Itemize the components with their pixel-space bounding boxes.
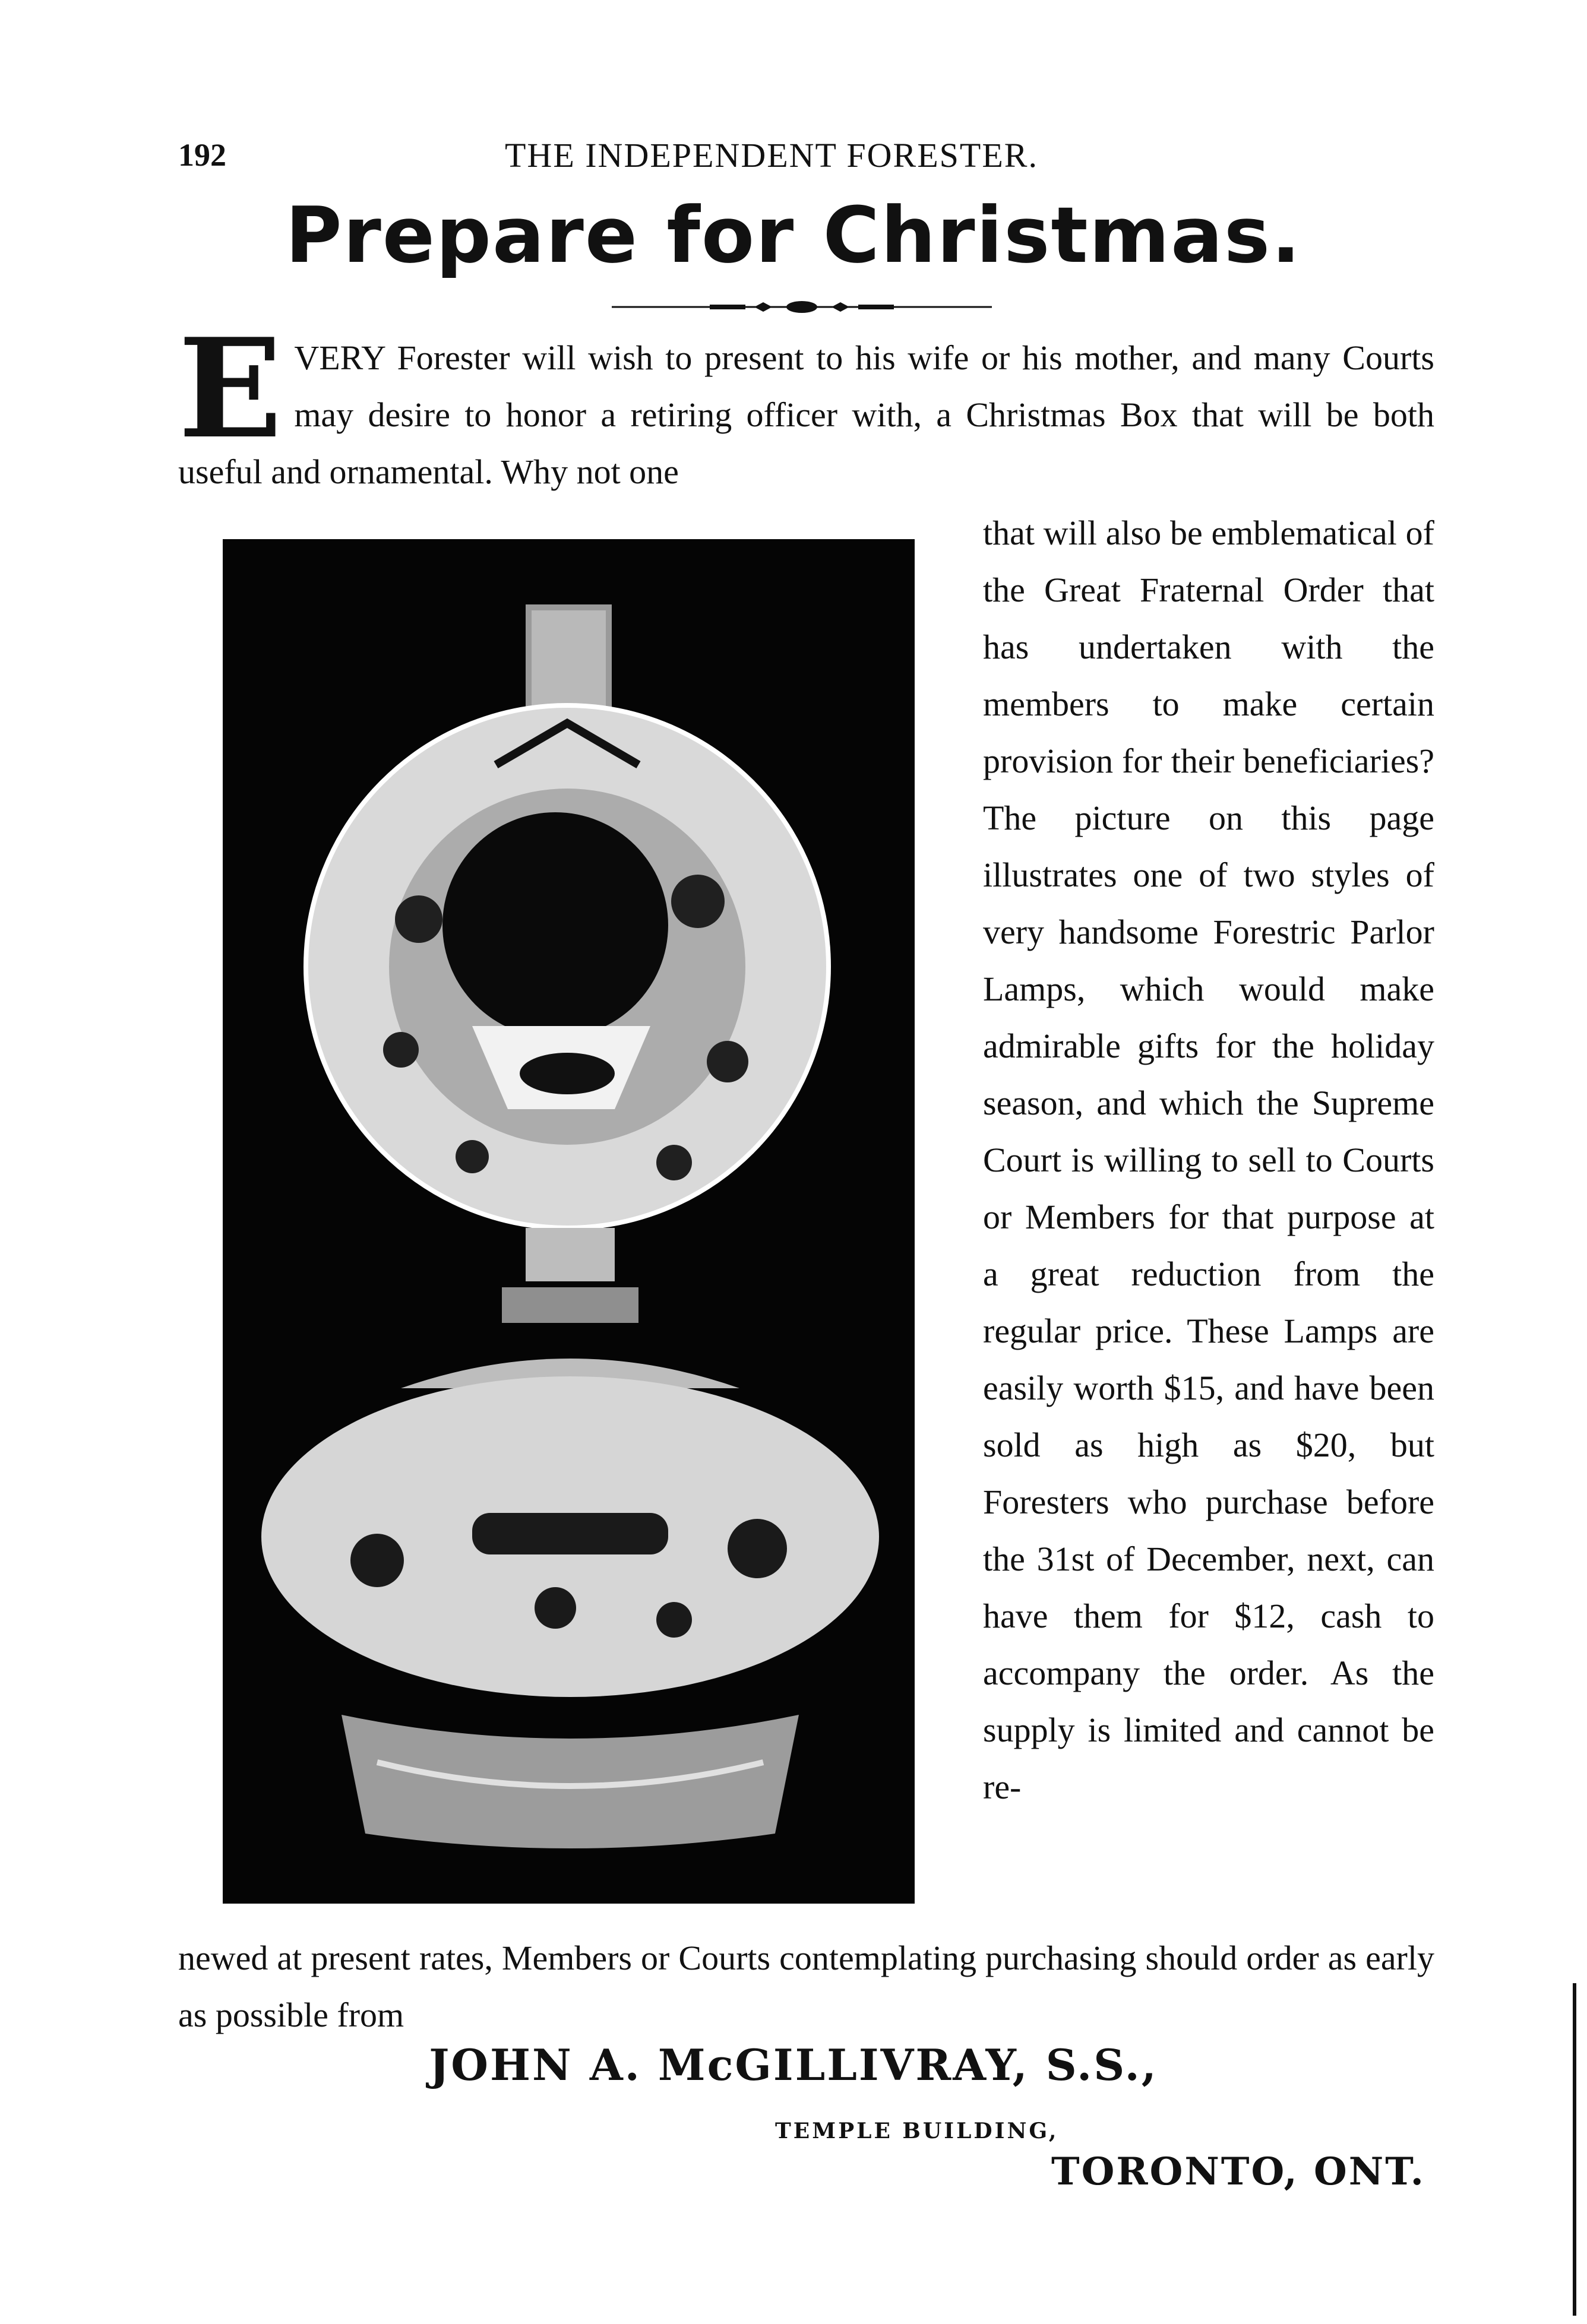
running-head: THE INDEPENDENT FORESTER. <box>505 136 1038 175</box>
column-paragraph <box>983 505 1434 1816</box>
intro-text: VERY Forester will wish to present to his wife or his mother, and many Courts may desire to honor a retiring officer with, a Christmas Box that will be both useful and ornamental. Why not one <box>178 338 1434 491</box>
column-text: that will also be emblematical of the Great Fraternal Order that has undertaken with the members to make certain provision for their beneficiaries? The picture on this page illustrates one of two styles of very handsome Forestric Parlor Lamps, which would make admirable gifts for the holiday season, and which the Supreme Court is willing to sell to Courts or Members for that purpose at a great reduction from the regular price. These Lamps are easily worth $15, and have been sold as high as $20, but Foresters who purchase before the 31st of December, next, can have them for $12, cash to accompany the order. As the supply is limited and cannot be re- <box>983 514 1434 1806</box>
signature-name: JOHN A. McGILLIVRAY, S.S., <box>429 2040 1158 2090</box>
page-edge-rule <box>1573 1983 1576 2316</box>
title-ornament <box>612 300 992 314</box>
page-number: 192 <box>178 137 226 173</box>
closing-paragraph <box>178 1930 1434 2044</box>
signature-city: TORONTO, ONT. <box>1051 2149 1425 2194</box>
intro-paragraph <box>178 309 1434 501</box>
drop-cap: E <box>178 309 283 469</box>
signature-building: TEMPLE BUILDING, <box>775 2119 1059 2143</box>
closing-text: newed at present rates, Members or Courts contemplating purchasing should order as early as possible from <box>178 1939 1434 2034</box>
article-title: Prepare for Christmas. <box>285 190 1302 280</box>
lamp-illustration <box>223 539 915 1904</box>
